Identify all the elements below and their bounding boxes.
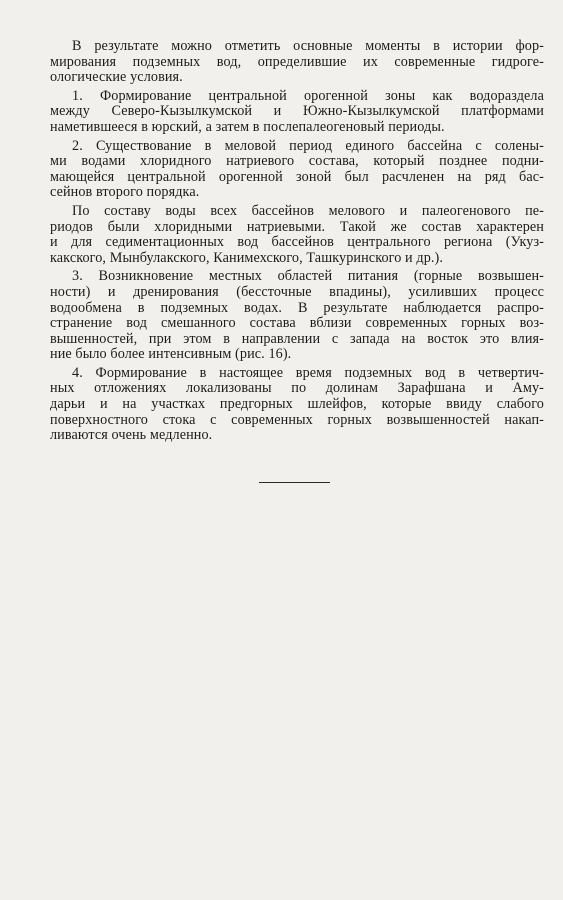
text-line: По составу воды всех бассейнов мелового и палеогенового пе-	[72, 202, 544, 219]
text-line: поверхностного стока с современных горных возвышенностей накап-	[50, 411, 544, 428]
paragraph-intro	[50, 39, 544, 86]
text-line: ливаются очень медленно.	[50, 427, 213, 444]
text-line: какского, Мынбулакского, Канимехского, Ташкуринского и др.).	[50, 249, 444, 266]
text-line: мающейся центральной орогенной зоной был расчленен на ряд бас-	[50, 168, 544, 185]
text-line: 3. Возникновение местных областей питания (горные возвышен-	[72, 268, 544, 285]
text-line: сейнов второго порядка.	[50, 184, 200, 201]
paragraph-point-1	[50, 89, 544, 136]
section-divider	[259, 482, 330, 483]
text-line: 1. Формирование центральной орогенной зоны как водораздела	[72, 87, 544, 104]
text-line: дарьи и на участках предгорных шлейфов, которые ввиду слабого	[50, 396, 544, 413]
paragraph-point-2	[50, 139, 544, 201]
document-page	[50, 39, 544, 447]
text-line: вышенностей, при этом в направлении с запада на восток это влия-	[50, 330, 544, 347]
text-line: и для седиментационных вод бассейнов центрального региона (Укуз-	[50, 234, 544, 251]
text-line: водообмена в подземных водах. В результате наблюдается распро-	[50, 299, 544, 316]
text-line: мирования подземных вод, определившие их современные гидроге-	[50, 53, 544, 70]
text-line: ми водами хлоридного натриевого состава, который позднее подни-	[50, 153, 544, 170]
text-line: В результате можно отметить основные моменты в истории фор-	[72, 38, 544, 54]
text-line: странение вод смешанного состава вблизи современных горных воз-	[50, 315, 544, 332]
text-line: наметившееся в юрский, а затем в послепалеогеновый периоды.	[50, 118, 445, 135]
text-line: 2. Существование в меловой период единого бассейна с солены-	[72, 137, 544, 154]
text-line: ологические условия.	[50, 69, 183, 86]
paragraph-composition	[50, 204, 544, 266]
text-line: ности) и дренирования (бессточные впадины), усиливших процесс	[50, 283, 544, 300]
text-line: между Северо-Кызылкумской и Южно-Кызылкумской платформами	[50, 103, 544, 120]
paragraph-point-4	[50, 366, 544, 444]
text-line: ние было более интенсивным (рис. 16).	[50, 346, 292, 363]
text-line: риодов были хлоридными натриевыми. Такой же состав характерен	[50, 218, 544, 235]
text-line: 4. Формирование в настоящее время подземных вод в четвертич-	[72, 364, 544, 381]
text-line: ных отложениях локализованы по долинам Зарафшана и Аму-	[50, 380, 544, 397]
paragraph-point-3	[50, 269, 544, 363]
